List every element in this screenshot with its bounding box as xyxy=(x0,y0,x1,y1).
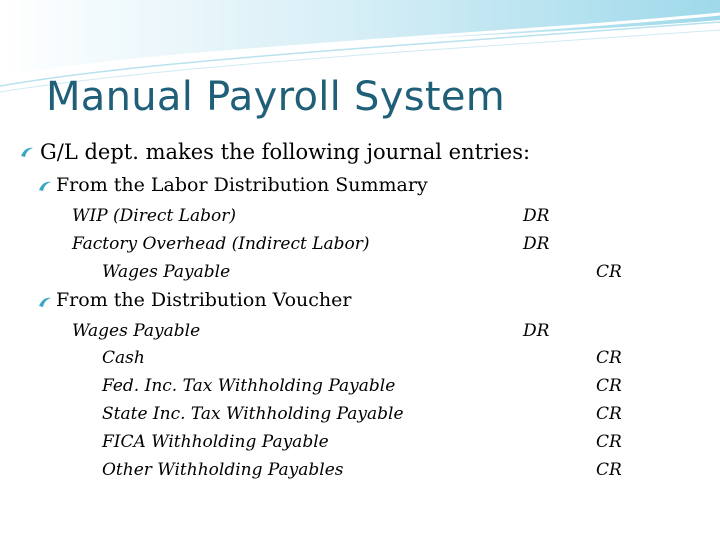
entry-side-cr: CR xyxy=(596,262,622,282)
slide-title: Manual Payroll System xyxy=(46,74,506,120)
entry-side-cr: CR xyxy=(596,376,622,396)
section-heading-labor-distribution: From the Labor Distribution Summary xyxy=(56,174,428,196)
entry-account: Fed. Inc. Tax Withholding Payable xyxy=(102,376,396,396)
entry-account: State Inc. Tax Withholding Payable xyxy=(102,404,404,424)
entry-account: Wages Payable xyxy=(102,262,231,282)
entry-account: Factory Overhead (Indirect Labor) xyxy=(72,234,370,254)
entry-side-dr: DR xyxy=(523,206,550,226)
swoosh-bullet-icon xyxy=(38,180,52,192)
entry-account: WIP (Direct Labor) xyxy=(72,206,236,226)
main-bullet-text: G/L dept. makes the following journal entries: xyxy=(40,140,531,164)
section-heading-distribution-voucher: From the Distribution Voucher xyxy=(56,289,352,311)
entry-side-cr: CR xyxy=(596,432,622,452)
entry-side-cr: CR xyxy=(596,404,622,424)
entry-side-dr: DR xyxy=(523,321,550,341)
entry-account: Cash xyxy=(102,348,145,368)
entry-account: Other Withholding Payables xyxy=(102,460,344,480)
entry-side-cr: CR xyxy=(596,348,622,368)
swoosh-bullet-icon xyxy=(20,146,34,158)
entry-account: FICA Withholding Payable xyxy=(102,432,329,452)
entry-side-dr: DR xyxy=(523,234,550,254)
entry-account: Wages Payable xyxy=(72,321,201,341)
swoosh-bullet-icon xyxy=(38,296,52,308)
entry-side-cr: CR xyxy=(596,460,622,480)
